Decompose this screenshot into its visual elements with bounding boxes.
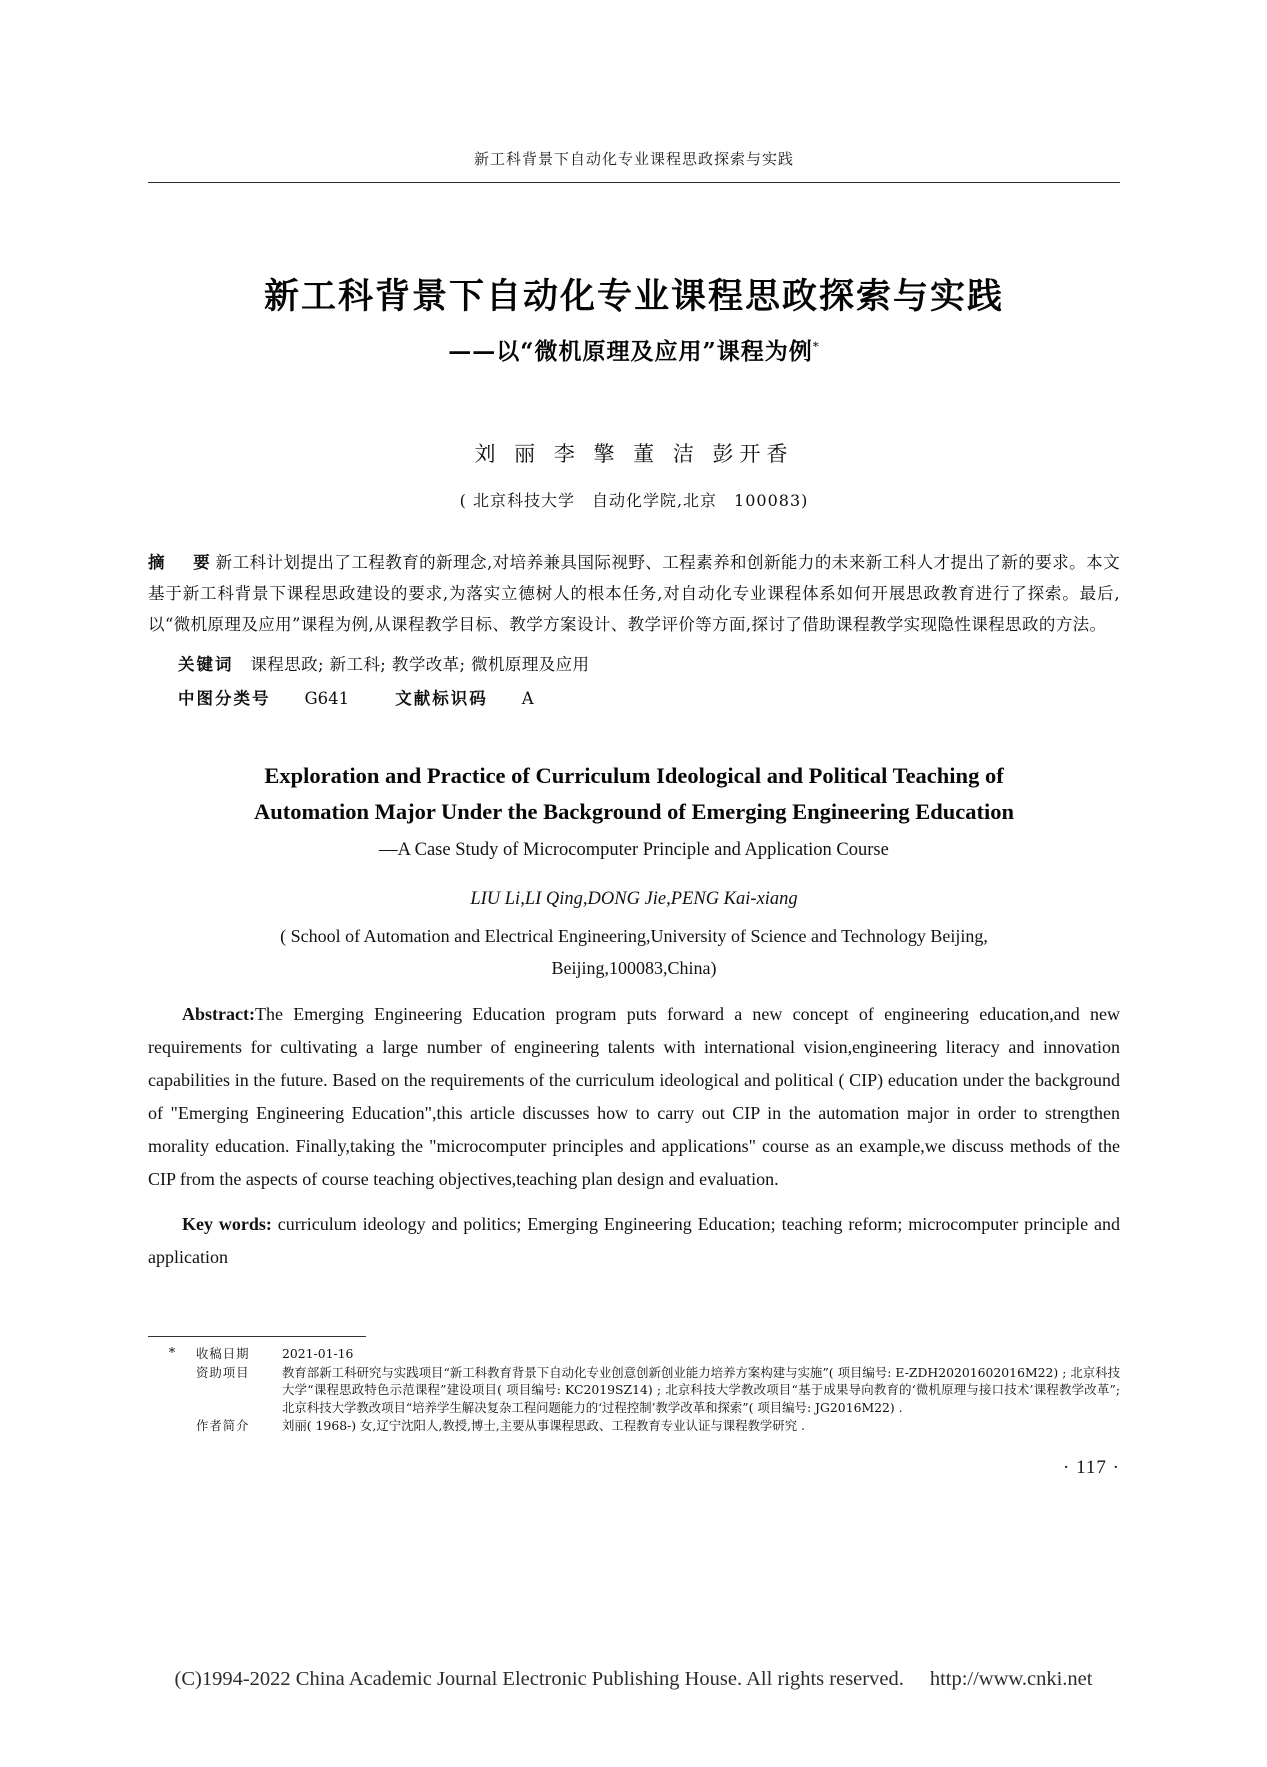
fund-label: 资助项目: [196, 1364, 250, 1380]
cnki-footer: [0, 1668, 1267, 1691]
keywords-english-text: curriculum ideology and politics; Emerging Engineering Education; teaching reform; microcomputer principle and application: [148, 1214, 1120, 1267]
received-date-value: 2021-01-16: [282, 1346, 354, 1361]
abstract-english-text: The Emerging Engineering Education program puts forward a new concept of engineering education,and new requirements for cultivating a large number of engineering talents with international vision,engineering literacy and innovation capabilities in the future. Based on the requirements of the curriculum ideological and political ( CIP) education under the background of "Emerging Engineering Education",this article discusses how to carry out CIP in the automation major in order to strengthen morality education. Finally,taking the "microcomputer principles and applications" course as an example,we discuss methods of the CIP from the aspects of course teaching objectives,teaching plan design and evaluation.: [148, 1004, 1120, 1189]
clc-label: 中图分类号: [178, 689, 271, 708]
page-title-chinese: 新工科背景下自动化专业课程思政探索与实践: [263, 276, 1004, 317]
running-head: 新工科背景下自动化专业课程思政探索与实践: [473, 150, 794, 168]
keywords-english: [148, 1208, 1120, 1274]
footnote-author-bio: [148, 1417, 1120, 1435]
keywords-chinese: [148, 650, 1120, 680]
subtitle-chinese-text: ——以“微机原理及应用”课程为例: [448, 338, 813, 365]
subtitle-chinese: [148, 333, 1120, 366]
subtitle-english: —A Case Study of Microcomputer Principle and Application Course: [379, 840, 889, 860]
abstract-english: [148, 998, 1120, 1196]
fund-value: 教育部新工科研究与实践项目“新工科教育背景下自动化专业创意创新创业能力培养方案构建与实施”( 项目编号: E-ZDH20201602016M22) ; 北京科技大学“课程思政特色示范课程”建设项目( 项目编号: KC2019SZ14) ; 北京科技大学教改项目“基于成果导向教育的‘微机原理与接口技术’课程教学改革”; 北京科技大学教改项目“培养学生解决复杂工程问题能力的‘过程控制’教学改革和探索”( 项目编号: JG2016M22) .: [282, 1364, 1120, 1415]
keywords-chinese-text: 课程思政; 新工科; 教学改革; 微机原理及应用: [250, 655, 590, 674]
abstract-chinese-text: 新工科计划提出了工程教育的新理念,对培养兼具国际视野、工程素养和创新能力的未来新工科人才提出了新的要求。本文基于新工科背景下课程思政建设的要求,为落实立德树人的根本任务,对自动化专业课程体系如何开展思政教育进行了探索。最后,以“微机原理及应用”课程为例,从课程教学目标、教学方案设计、教学评价等方面,探讨了借助课程教学实现隐性课程思政的方法。: [148, 553, 1120, 634]
keywords-chinese-label: 关键词: [178, 655, 234, 674]
footnote-marker: *: [812, 339, 820, 354]
keywords-english-label: Key words:: [182, 1214, 272, 1234]
document-code-value: A: [521, 689, 534, 708]
cnki-copyright: (C)1994-2022 China Academic Journal Electronic Publishing House. All rights reserved.: [174, 1668, 904, 1690]
authors-english: LIU Li,LI Qing,DONG Jie,PENG Kai-xiang: [470, 889, 798, 909]
cnki-url[interactable]: http://www.cnki.net: [929, 1668, 1093, 1690]
page-content: [148, 0, 1120, 1479]
footnotes: [148, 1345, 1120, 1435]
footnote-fund: [148, 1364, 1120, 1417]
abstract-english-label: Abstract:: [182, 1004, 255, 1024]
footnote-rule: [148, 1336, 366, 1337]
affiliation-chinese: ( 北京科技大学 自动化学院,北京 100083): [459, 491, 809, 510]
affiliation-english: [148, 920, 1120, 984]
clc-value: G641: [304, 689, 350, 708]
classification-row: [148, 684, 1120, 714]
document-code-label: 文献标识码: [395, 689, 488, 708]
running-head-rule: [148, 182, 1120, 183]
page-number: · 117 ·: [1063, 1456, 1120, 1478]
title-english-line2: Automation Major Under the Background of Emerging Engineering Education: [253, 799, 1015, 824]
page-title-english: [148, 758, 1120, 830]
abstract-chinese: [148, 547, 1120, 640]
title-english-line1: Exploration and Practice of Curriculum Ideological and Political Teaching of: [264, 763, 1004, 788]
abstract-chinese-label: 摘 要: [148, 553, 216, 572]
affiliation-english-line2: Beijing,100083,China): [551, 958, 717, 978]
footnote-received: [148, 1345, 1120, 1363]
authors-chinese: 刘 丽 李 擎 董 洁 彭开香: [474, 442, 794, 466]
author-bio-label: 作者简介: [196, 1418, 250, 1433]
affiliation-english-line1: ( School of Automation and Electrical Engineering,University of Science and Technology Beijing,: [280, 926, 988, 946]
received-date-label: 收稿日期: [196, 1346, 250, 1361]
footnote-star: *: [168, 1346, 176, 1361]
author-bio-value: 刘丽( 1968-) 女,辽宁沈阳人,教授,博士,主要从事课程思政、工程教育专业认证与课程教学研究 .: [282, 1418, 805, 1433]
